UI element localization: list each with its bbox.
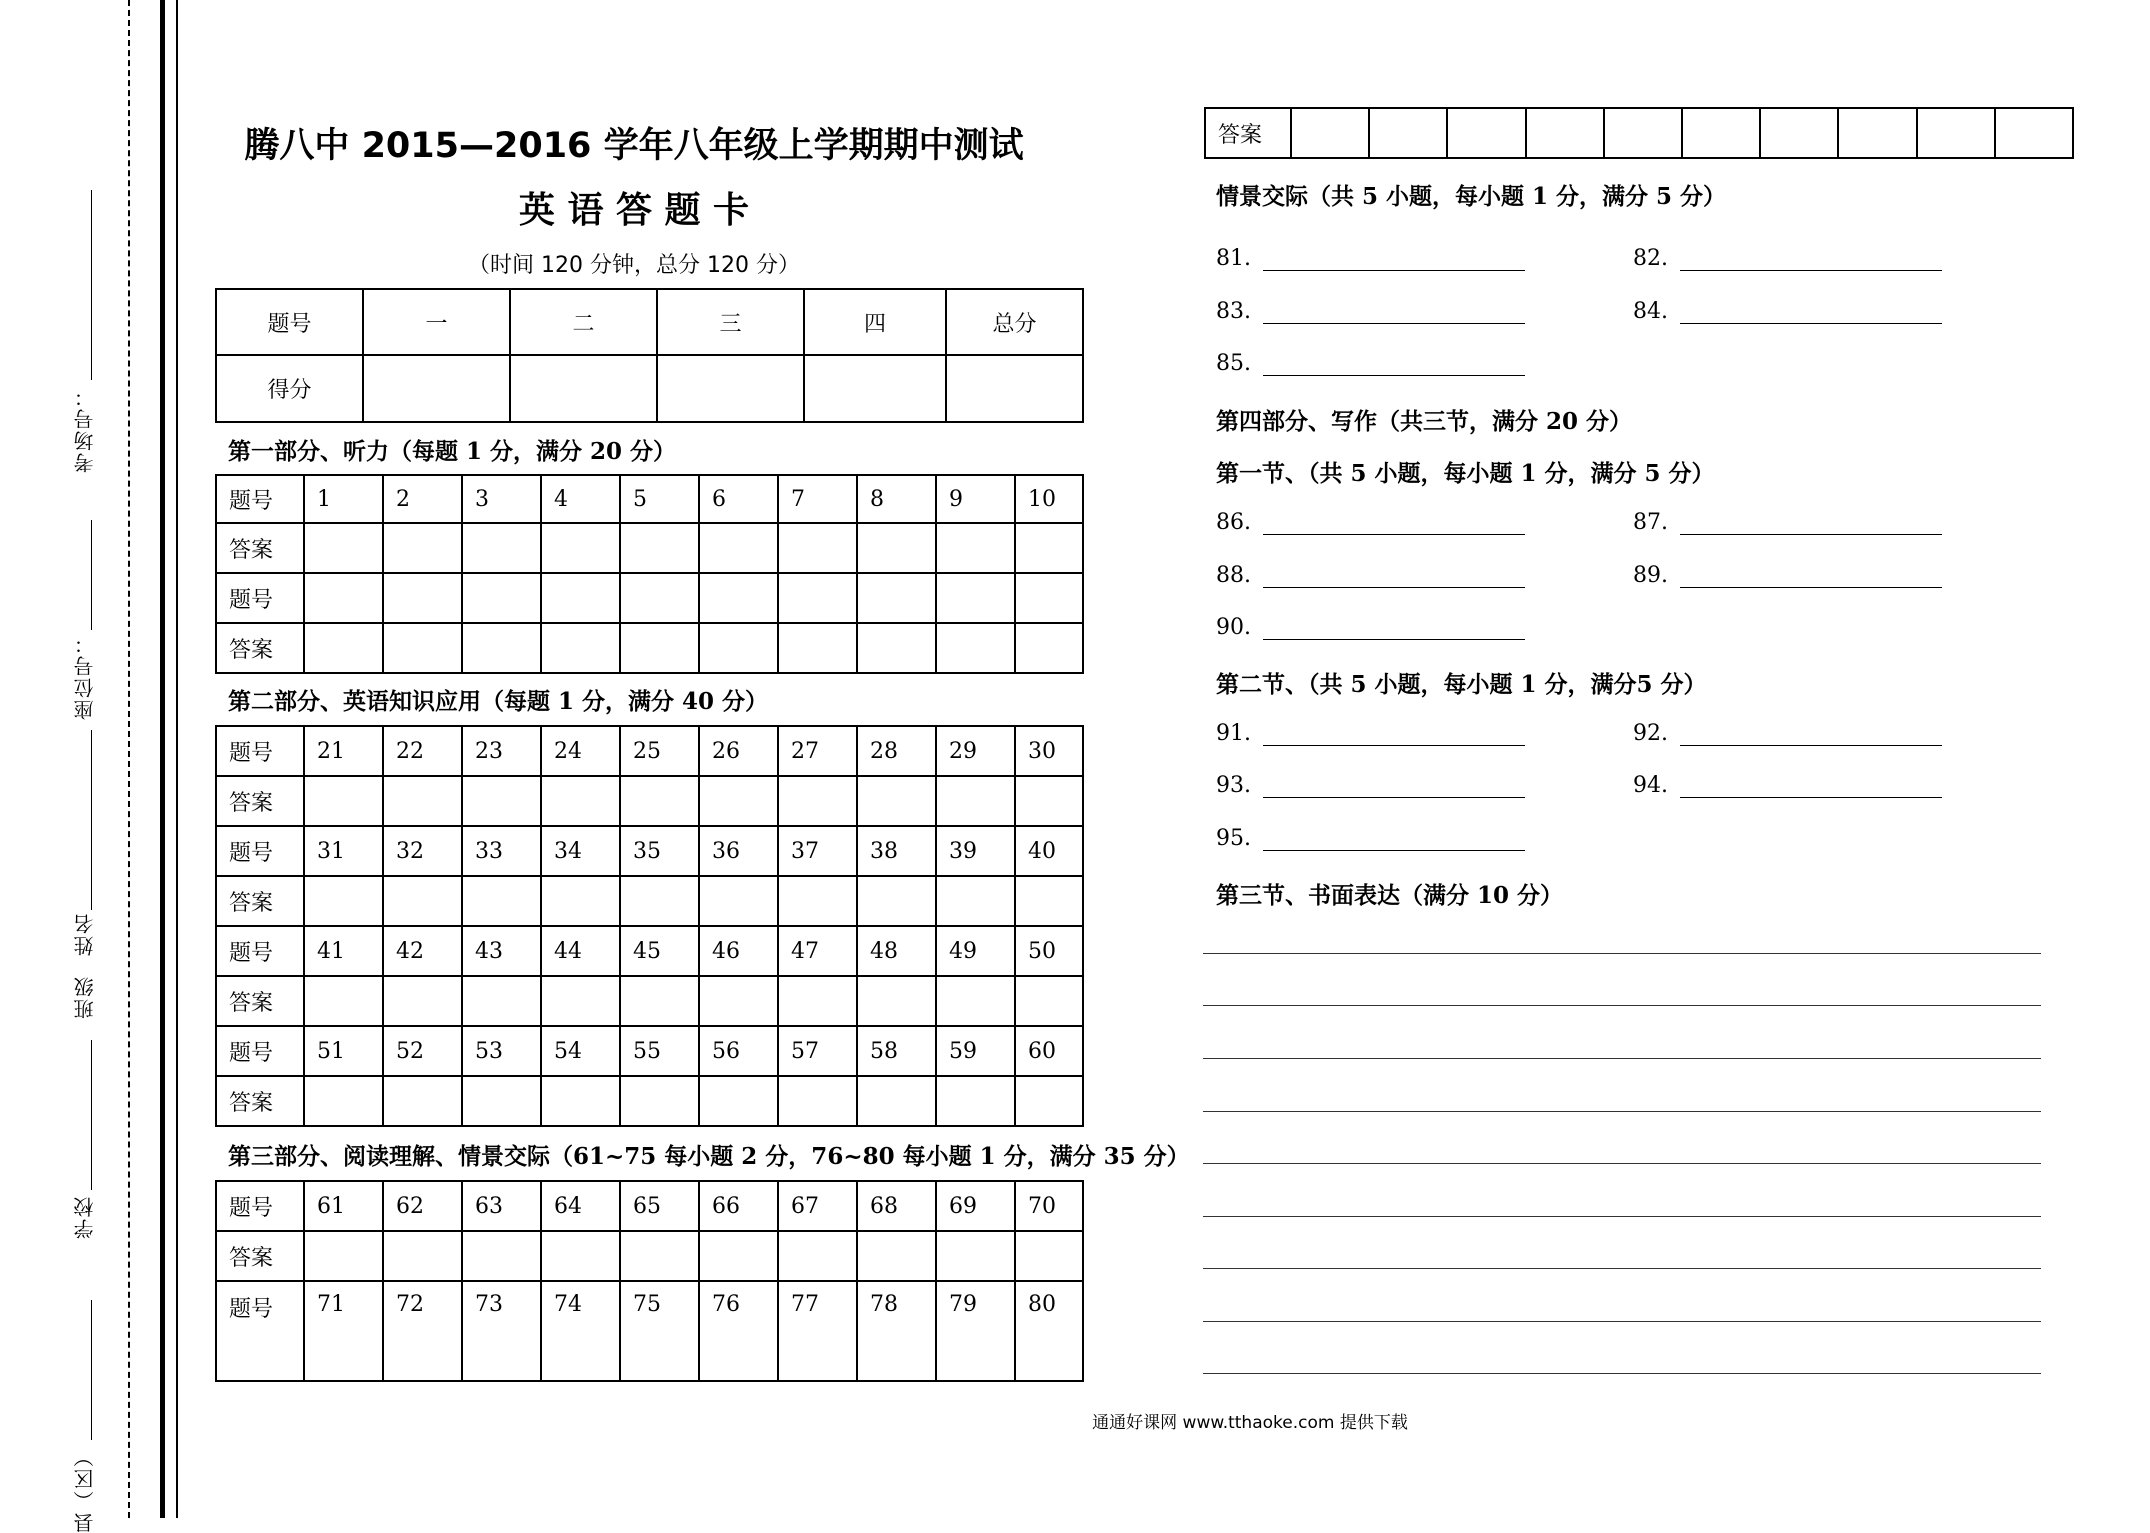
answer-cell[interactable]: [541, 976, 620, 1026]
answer-cell[interactable]: [304, 623, 383, 673]
question-number-cell: 52: [383, 1026, 462, 1076]
score-cell[interactable]: [510, 355, 657, 422]
question-number-cell: 63: [462, 1181, 541, 1231]
answer-cell[interactable]: [383, 1231, 462, 1281]
answer-label: 答案: [216, 623, 304, 673]
answer-cell[interactable]: [1015, 573, 1083, 623]
answer-cell[interactable]: [936, 623, 1015, 673]
top-answer-cell[interactable]: [1995, 108, 2073, 158]
question-number-cell: 34: [541, 826, 620, 876]
answer-label: 答案: [216, 1231, 304, 1281]
answer-cell[interactable]: [857, 623, 936, 673]
page-subtitle: 英 语 答 题 卡: [518, 189, 750, 231]
question-85[interactable]: 85.: [1216, 351, 1525, 376]
question-number-cell: 69: [936, 1181, 1015, 1231]
part2-answer-grid: [215, 725, 1084, 1127]
binding-line-thin: [176, 0, 178, 1518]
top-answer-cell[interactable]: [1838, 108, 1916, 158]
answer-cell[interactable]: [857, 976, 936, 1026]
answer-cell[interactable]: [462, 876, 541, 926]
writing-line: [1203, 1163, 2041, 1164]
answer-cell[interactable]: [383, 776, 462, 826]
question-number-cell: 2: [383, 475, 462, 523]
answer-cell[interactable]: [462, 1076, 541, 1126]
question-number-cell: 76: [699, 1281, 778, 1381]
answer-cell[interactable]: [620, 1231, 699, 1281]
question-number-cell: 45: [620, 926, 699, 976]
dashed-cut-line: [128, 0, 130, 1518]
question-82[interactable]: 82.: [1633, 246, 1942, 271]
question-number-cell: 3: [462, 475, 541, 523]
question-number-label: 题号: [216, 1026, 304, 1076]
question-number-cell: 46: [699, 926, 778, 976]
top-answer-strip: [1204, 107, 2074, 159]
question-number-cell: 42: [383, 926, 462, 976]
answer-cell[interactable]: [857, 776, 936, 826]
answer-cell[interactable]: [936, 776, 1015, 826]
question-number-cell: 51: [304, 1026, 383, 1076]
question-number-cell: 40: [1015, 826, 1083, 876]
answer-cell[interactable]: [699, 976, 778, 1026]
question-95[interactable]: 95.: [1216, 826, 1525, 851]
score-table: [215, 288, 1084, 423]
seat-label: 座位号：: [73, 632, 97, 720]
answer-cell[interactable]: [936, 573, 1015, 623]
answer-cell[interactable]: [620, 876, 699, 926]
answer-cell[interactable]: [304, 776, 383, 826]
answer-cell[interactable]: [541, 1231, 620, 1281]
question-number-cell: 26: [699, 726, 778, 776]
question-number-cell: 72: [383, 1281, 462, 1381]
question-number-cell: 50: [1015, 926, 1083, 976]
question-number-label: 题号: [216, 726, 304, 776]
question-number-cell: 4: [541, 475, 620, 523]
footer-credit: 通通好课网 www.tthaoke.com 提供下载: [1092, 1413, 1408, 1433]
answer-label: 答案: [216, 976, 304, 1026]
writing-line: [1203, 953, 2041, 954]
question-92[interactable]: 92.: [1633, 721, 1942, 746]
question-number-cell: 39: [936, 826, 1015, 876]
top-answer-cell[interactable]: [1447, 108, 1525, 158]
answer-cell[interactable]: [383, 573, 462, 623]
question-number-cell: 54: [541, 1026, 620, 1076]
question-number-cell: 47: [778, 926, 857, 976]
county-label: 县（区）: [73, 1445, 97, 1533]
binding-line-thick: [160, 0, 165, 1518]
answer-cell[interactable]: [857, 1076, 936, 1126]
writing-line: [1203, 1111, 2041, 1112]
writing-line: [1203, 1373, 2041, 1374]
writing-line: [1203, 1268, 2041, 1269]
answer-cell[interactable]: [857, 523, 936, 573]
answer-cell[interactable]: [699, 573, 778, 623]
question-number-cell: 59: [936, 1026, 1015, 1076]
score-header-cell: 三: [657, 289, 804, 355]
writing-line: [1203, 1216, 2041, 1217]
part3-answer-grid: [215, 1180, 1084, 1382]
answer-cell[interactable]: [1015, 776, 1083, 826]
question-number-cell: 22: [383, 726, 462, 776]
score-cell[interactable]: [363, 355, 510, 422]
question-number-cell: 61: [304, 1181, 383, 1231]
question-number-cell: 77: [778, 1281, 857, 1381]
school-label: 学校: [73, 1195, 97, 1239]
score-cell[interactable]: [657, 355, 804, 422]
exam-note: （时间 120 分钟，总分 120 分）: [468, 253, 800, 278]
question-number-cell: 33: [462, 826, 541, 876]
answer-cell[interactable]: [699, 876, 778, 926]
answer-cell[interactable]: [1015, 523, 1083, 573]
county-underline: [91, 1300, 92, 1440]
question-84[interactable]: 84.: [1633, 299, 1942, 324]
question-number-cell: 37: [778, 826, 857, 876]
part1-heading: 第一部分、听力（每题 1 分，满分 20 分）: [228, 438, 677, 465]
question-number-cell: 1: [304, 475, 383, 523]
answer-cell[interactable]: [778, 523, 857, 573]
question-number-cell: 64: [541, 1181, 620, 1231]
question-number-cell: 62: [383, 1181, 462, 1231]
question-number-cell: 70: [1015, 1181, 1083, 1231]
question-number-cell: 38: [857, 826, 936, 876]
answer-cell[interactable]: [778, 776, 857, 826]
answer-label: 答案: [216, 776, 304, 826]
question-number-cell: 80: [1015, 1281, 1083, 1381]
question-number-cell: 48: [857, 926, 936, 976]
question-number-cell: 65: [620, 1181, 699, 1231]
answer-cell[interactable]: [620, 776, 699, 826]
answer-cell[interactable]: [699, 1231, 778, 1281]
top-answer-cell[interactable]: [1526, 108, 1604, 158]
answer-cell[interactable]: [462, 776, 541, 826]
question-number-cell: 74: [541, 1281, 620, 1381]
writing-line: [1203, 1058, 2041, 1059]
question-number-cell: 24: [541, 726, 620, 776]
answer-cell[interactable]: [462, 1231, 541, 1281]
question-number-cell: 60: [1015, 1026, 1083, 1076]
question-number-cell: 68: [857, 1181, 936, 1231]
writing-line: [1203, 1321, 2041, 1322]
answer-cell[interactable]: [1015, 1231, 1083, 1281]
score-cell[interactable]: [804, 355, 946, 422]
question-91[interactable]: 91.: [1216, 721, 1525, 746]
answer-cell[interactable]: [699, 1076, 778, 1126]
question-number-cell: 66: [699, 1181, 778, 1231]
answer-cell[interactable]: [620, 623, 699, 673]
answer-cell[interactable]: [462, 523, 541, 573]
part1-answer-grid: [215, 474, 1084, 674]
answer-cell[interactable]: [1015, 1076, 1083, 1126]
answer-cell[interactable]: [620, 573, 699, 623]
top-answer-label: 答案: [1205, 108, 1291, 158]
exam-room-underline: [91, 190, 92, 380]
section3-heading: 第三节、书面表达（满分 10 分）: [1216, 882, 1564, 909]
question-86[interactable]: 86.: [1216, 510, 1525, 535]
answer-cell[interactable]: [936, 1231, 1015, 1281]
answer-cell[interactable]: [778, 976, 857, 1026]
answer-cell[interactable]: [1015, 976, 1083, 1026]
question-number-cell: 53: [462, 1026, 541, 1076]
question-number-label: 题号: [216, 1181, 304, 1231]
question-number-cell: 36: [699, 826, 778, 876]
question-number-cell: 78: [857, 1281, 936, 1381]
answer-cell[interactable]: [936, 1076, 1015, 1126]
question-number-cell: 75: [620, 1281, 699, 1381]
top-answer-cell[interactable]: [1760, 108, 1838, 158]
question-number-cell: 21: [304, 726, 383, 776]
answer-cell[interactable]: [541, 1076, 620, 1126]
question-number-cell: 7: [778, 475, 857, 523]
question-number-cell: 57: [778, 1026, 857, 1076]
seat-underline: [91, 520, 92, 630]
answer-cell[interactable]: [462, 623, 541, 673]
top-answer-cell[interactable]: [1291, 108, 1369, 158]
answer-cell[interactable]: [857, 1231, 936, 1281]
question-number-cell: 49: [936, 926, 1015, 976]
answer-cell[interactable]: [541, 573, 620, 623]
answer-cell[interactable]: [699, 523, 778, 573]
score-header-cell: 二: [510, 289, 657, 355]
answer-cell[interactable]: [936, 976, 1015, 1026]
answer-cell[interactable]: [778, 623, 857, 673]
answer-cell[interactable]: [620, 976, 699, 1026]
question-81[interactable]: 81.: [1216, 246, 1525, 271]
exam-room-label: 考场号：: [73, 385, 97, 473]
answer-cell[interactable]: [857, 573, 936, 623]
answer-cell[interactable]: [462, 573, 541, 623]
school-underline: [91, 1040, 92, 1190]
question-number-cell: 71: [304, 1281, 383, 1381]
answer-cell[interactable]: [462, 976, 541, 1026]
question-83[interactable]: 83.: [1216, 299, 1525, 324]
answer-cell[interactable]: [383, 876, 462, 926]
part2-heading: 第二部分、英语知识应用（每题 1 分，满分 40 分）: [228, 688, 769, 715]
answer-cell[interactable]: [778, 573, 857, 623]
answer-label: 答案: [216, 1076, 304, 1126]
score-header-cell: 题号: [216, 289, 363, 355]
question-number-cell: 28: [857, 726, 936, 776]
answer-cell[interactable]: [383, 1076, 462, 1126]
answer-cell[interactable]: [304, 1076, 383, 1126]
question-number-cell: 43: [462, 926, 541, 976]
question-number-cell: 30: [1015, 726, 1083, 776]
question-number-cell: 31: [304, 826, 383, 876]
answer-cell[interactable]: [936, 523, 1015, 573]
page-title: 腾八中 2015—2016 学年八年级上学期期中测试: [244, 126, 1024, 166]
question-90[interactable]: 90.: [1216, 615, 1525, 640]
question-number-cell: 29: [936, 726, 1015, 776]
answer-cell[interactable]: [778, 1231, 857, 1281]
question-number-cell: 8: [857, 475, 936, 523]
answer-cell[interactable]: [383, 523, 462, 573]
answer-cell[interactable]: [304, 876, 383, 926]
answer-cell[interactable]: [541, 776, 620, 826]
part4-heading: 第四部分、写作（共三节，满分 20 分）: [1216, 408, 1633, 435]
question-number-cell: 58: [857, 1026, 936, 1076]
answer-cell[interactable]: [778, 876, 857, 926]
question-number-cell: 9: [936, 475, 1015, 523]
section1-heading: 第一节、（共 5 小题，每小题 1 分，满分 5 分）: [1216, 460, 1715, 487]
answer-cell[interactable]: [541, 623, 620, 673]
answer-cell[interactable]: [304, 976, 383, 1026]
answer-cell[interactable]: [1015, 623, 1083, 673]
answer-cell[interactable]: [936, 876, 1015, 926]
question-number-cell: 23: [462, 726, 541, 776]
question-number-cell: 35: [620, 826, 699, 876]
question-number-label: 题号: [216, 573, 304, 623]
question-number-cell: 5: [620, 475, 699, 523]
score-header-cell: 一: [363, 289, 510, 355]
answer-cell[interactable]: [620, 1076, 699, 1126]
question-number-label: 题号: [216, 826, 304, 876]
top-answer-cell[interactable]: [1369, 108, 1447, 158]
question-number-cell: 6: [699, 475, 778, 523]
question-94[interactable]: 94.: [1633, 773, 1942, 798]
answer-cell[interactable]: [620, 523, 699, 573]
score-header-cell: 四: [804, 289, 946, 355]
question-number-cell: 67: [778, 1181, 857, 1231]
answer-cell[interactable]: [383, 623, 462, 673]
question-93[interactable]: 93.: [1216, 773, 1525, 798]
question-number-cell: 25: [620, 726, 699, 776]
answer-cell[interactable]: [304, 1231, 383, 1281]
part3-heading: 第三部分、阅读理解、情景交际（61~75 每小题 2 分，76~80 每小题 1 分，满分 35 分）: [228, 1143, 1190, 1170]
section2-heading: 第二节、（共 5 小题，每小题 1 分，满分5 分）: [1216, 671, 1707, 698]
situational-heading: 情景交际（共 5 小题，每小题 1 分，满分 5 分）: [1216, 183, 1727, 210]
score-cell[interactable]: [946, 355, 1083, 422]
question-number-label: 题号: [216, 1281, 304, 1381]
score-header-cell: 总分: [946, 289, 1083, 355]
answer-cell[interactable]: [699, 623, 778, 673]
answer-cell[interactable]: [541, 523, 620, 573]
question-number-cell: 79: [936, 1281, 1015, 1381]
question-number-label: 题号: [216, 475, 304, 523]
question-87[interactable]: 87.: [1633, 510, 1942, 535]
top-answer-cell[interactable]: [1682, 108, 1760, 158]
score-row-label: 得分: [216, 355, 363, 422]
question-number-label: 题号: [216, 926, 304, 976]
answer-label: 答案: [216, 523, 304, 573]
answer-cell[interactable]: [541, 876, 620, 926]
answer-cell[interactable]: [1015, 876, 1083, 926]
class-underline: [91, 730, 92, 910]
answer-cell[interactable]: [857, 876, 936, 926]
question-88[interactable]: 88.: [1216, 563, 1525, 588]
answer-cell[interactable]: [778, 1076, 857, 1126]
name-label: 姓名: [73, 912, 97, 956]
question-number-cell: 44: [541, 926, 620, 976]
answer-cell[interactable]: [304, 523, 383, 573]
top-answer-cell[interactable]: [1604, 108, 1682, 158]
question-number-cell: 10: [1015, 475, 1083, 523]
answer-label: 答案: [216, 876, 304, 926]
answer-cell[interactable]: [699, 776, 778, 826]
writing-line: [1203, 1005, 2041, 1006]
class-label: 班级: [73, 975, 97, 1019]
answer-cell[interactable]: [383, 976, 462, 1026]
question-number-cell: 41: [304, 926, 383, 976]
top-answer-cell[interactable]: [1917, 108, 1995, 158]
question-number-cell: 55: [620, 1026, 699, 1076]
question-number-cell: 56: [699, 1026, 778, 1076]
question-89[interactable]: 89.: [1633, 563, 1942, 588]
question-number-cell: 32: [383, 826, 462, 876]
answer-cell[interactable]: [304, 573, 383, 623]
question-number-cell: 27: [778, 726, 857, 776]
question-number-cell: 73: [462, 1281, 541, 1381]
